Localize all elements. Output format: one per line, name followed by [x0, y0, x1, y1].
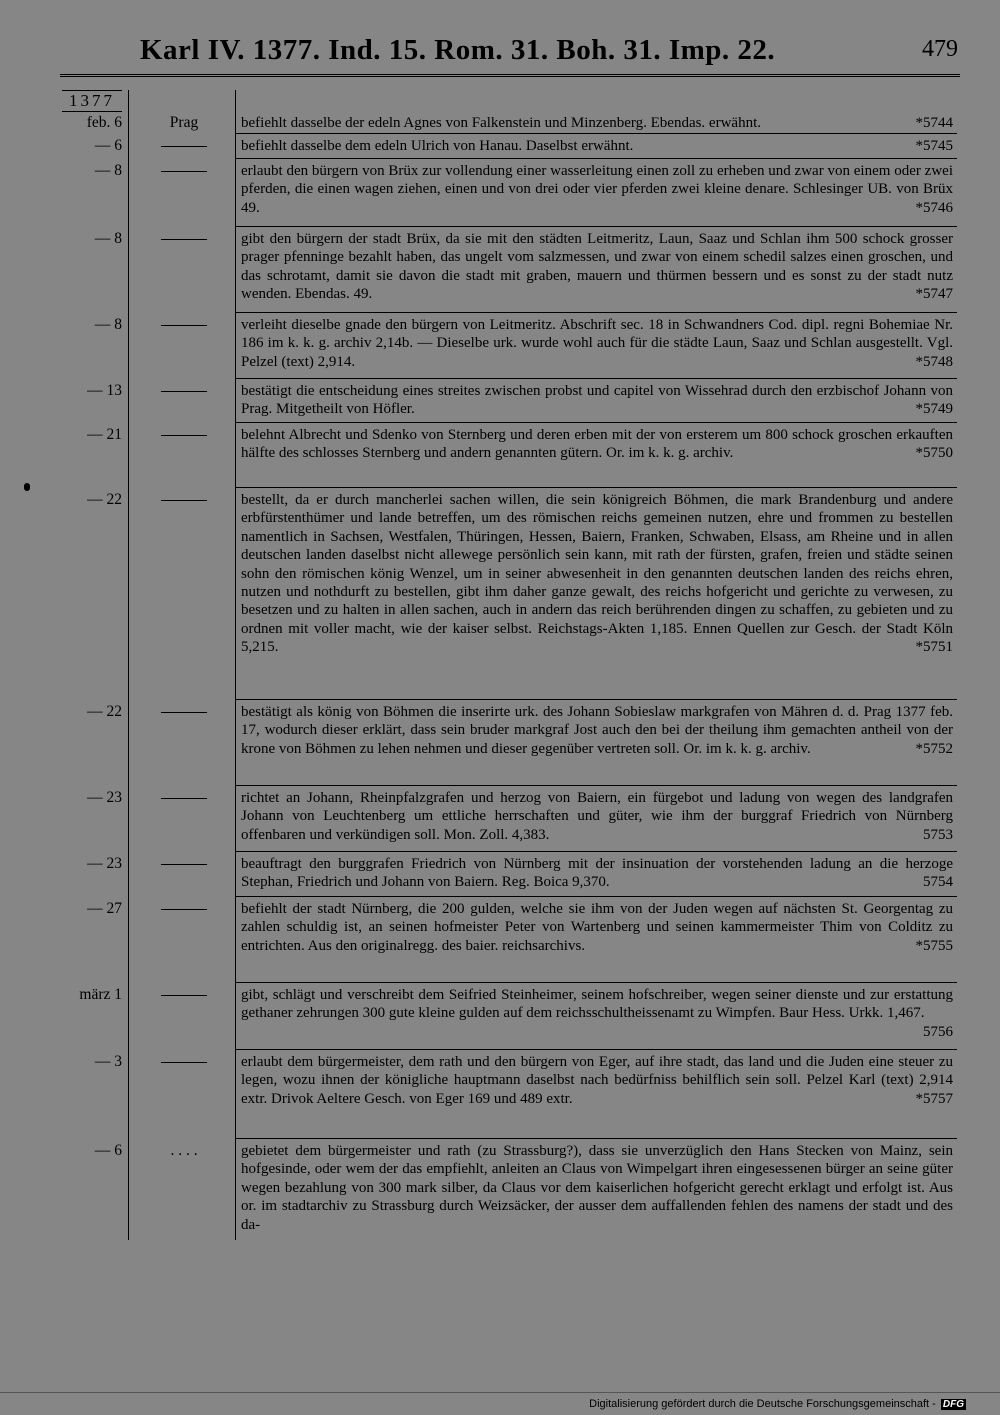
regest-number: *5749 [915, 401, 953, 418]
entry-divider [235, 422, 957, 423]
regest-number: *5745 [915, 138, 953, 154]
entry-text [241, 137, 953, 155]
entry-place [135, 789, 233, 799]
entry-date: märz 1 [79, 986, 122, 1003]
regest-number: *5751 [915, 639, 953, 656]
entry-place [135, 382, 233, 392]
entry-text [241, 316, 953, 371]
entry-body: befiehlt dasselbe der edeln Agnes von Falkenstein und Minzenberg. Ebendas. erwähnt. [241, 115, 761, 131]
entry-body: gebietet dem bürgermeister und rath (zu Strassburg?), dass sie unverzüglich den Hans Stecken von Mainz, sein hofgesinde, oder wem der das empfiehlt, anleiten an Claus von Wimpelgart ihren eingesessenen bürger an seine güter wegen bezahlung von 300 mark silber, da Claus vor dem kaiserlichen hofgericht gerecht erklagt und erfolgt ist. Aus or. im stadtarchiv zu Strassburg durch Weizsäcker, der ausser dem auffallenden fehlen des namens der stadt und des da- [241, 1143, 953, 1233]
entry-body: erlaubt dem bürgermeister, dem rath und den bürgern von Eger, auf ihre stadt, das land und die Juden eine steuer zu legen, wozu ihnen der königliche hauptmann daselbst nach bedürfniss behilflich sein soll. Pelzel Karl (text) 2,914 extr. Drivok Aeltere Gesch. von Eger 169 und 489 extr. [241, 1054, 953, 1107]
entry-divider [235, 487, 957, 488]
place-column-rule [235, 90, 236, 1240]
entry-place [135, 426, 233, 436]
entry-date: — 27 [87, 900, 122, 917]
entry-body: bestätigt als könig von Böhmen die inserirte urk. des Johann Sobieslaw markgrafen von Mähren d. d. Prag 1377 feb. 17, wodurch dieser erklärt, dass sein bruder markgraf Jost auch den bei der theilung ihm gemachten antheil von der krone von Böhmen zu lehen nehmen und dieser gegenüber vertreten soll. Or. im k. k. g. archiv. [241, 704, 953, 757]
entry-place [135, 230, 233, 240]
entry-text [241, 382, 953, 419]
regest-number: 5756 [923, 1023, 953, 1040]
entry-place [135, 703, 233, 713]
entry-divider [235, 785, 957, 786]
entry-place: . . . . [170, 1142, 198, 1159]
entry-body: erlaubt den bürgern von Brüx zur vollendung einer wasserleitung einen zoll zu erheben und zwar von einem oder zwei pferden, die einen wagen ziehen, einen und von drei oder vier pferden zwei kleine denare. Schlesinger UB. von Brüx 49. [241, 163, 953, 216]
entry-place [135, 137, 233, 147]
entry-place [135, 986, 233, 996]
funding-note: Digitalisierung gefördert durch die Deutsche Forschungsgemeinschaft - [589, 1398, 936, 1410]
entry-divider [235, 982, 957, 983]
entry-date: — 23 [87, 789, 122, 806]
entry-place: Prag [169, 114, 199, 131]
entry-body: befiehlt dasselbe dem edeln Ulrich von Hanau. Daselbst erwähnt. [241, 138, 634, 154]
entry-text [241, 426, 953, 463]
entry-place [135, 162, 233, 172]
regest-number: *5750 [915, 445, 953, 462]
regest-number: *5744 [915, 115, 953, 131]
entry-text [241, 1053, 953, 1108]
regest-number: *5748 [915, 353, 953, 370]
entry-text [241, 789, 953, 844]
entry-divider [235, 1049, 957, 1050]
entry-body: beauftragt den burggrafen Friedrich von Nürnberg mit der insinuation der vorstehenden ladung an die herzoge Stephan, Friedrich und Johann von Baiern. Reg. Boica 9,370. [241, 856, 953, 891]
regest-number: *5746 [915, 199, 953, 216]
entry-text [241, 114, 953, 132]
entry-divider [235, 851, 957, 852]
entry-date: — 21 [87, 426, 122, 443]
entry-date: — 8 [94, 316, 122, 333]
entry-divider [235, 699, 957, 700]
entry-place [135, 1053, 233, 1063]
entry-text [241, 900, 953, 955]
entry-text [241, 986, 953, 1041]
entry-text [241, 855, 953, 892]
entry-date: — 3 [94, 1053, 122, 1070]
date-column-rule [128, 90, 129, 1240]
entry-date: — 23 [87, 855, 122, 872]
dfg-logo: DFG [942, 1399, 964, 1410]
running-title: Karl IV. 1377. Ind. 15. Rom. 31. Boh. 31. Imp. 22. [140, 34, 776, 66]
entry-divider [235, 133, 957, 134]
regest-number: 5754 [923, 874, 953, 891]
footer [589, 1398, 966, 1410]
regest-number: 5753 [923, 826, 953, 843]
entry-place [135, 316, 233, 326]
entry-body: bestellt, da er durch mancherlei sachen willen, die sein königreich Böhmen, die mark Brandenburg und andere erbfürstenthümer und lande betreffen, um des römischen reichs gemeinen nutzen, ehre und frommen zu bestellen namentlich in Sachsen, Westfalen, Thüringen, Hessen, Baiern, Franken, Schwaben, Elsass, am Rheine und in allen deutschen landen daselbst nicht allewege persönlich sein kann, mit rath der fürsten, grafen, freien und städte seinen sohn den römischen könig Wenzel, um in seiner abwesenheit in den genannten deutschen landen des reichs ehren, nutzen und nothdurft zu bestellen, gibt ihm daher ganze gewalt, des reichs hofgericht und gerichte zu verwesen, zu besetzen und zu halten in allen sachen, auch in andern das reich berührenden dingen zu schaffen, zu gebieten und zu ordnen mit voller macht, wie der kaiser selbst. Reichstags-Akten 1,185. Ennen Quellen zur Gesch. der Stadt Köln 5,215. [241, 492, 953, 656]
regest-number: *5755 [915, 937, 953, 954]
page-number: 479 [922, 36, 958, 62]
entry-body: bestätigt die entscheidung eines streites zwischen probst und capitel von Wissehrad durch den erzbischof Johann von Prag. Mitgetheilt von Höfler. [241, 383, 953, 418]
entry-divider [235, 158, 957, 159]
entry-divider [235, 312, 957, 313]
entry-text [241, 230, 953, 304]
entry-date: — 6 [94, 137, 122, 154]
entry-divider [235, 1138, 957, 1139]
entry-text [241, 703, 953, 758]
entry-text [241, 491, 953, 657]
regest-number: *5747 [915, 286, 953, 303]
entry-date: — 8 [94, 162, 122, 179]
entry-date: feb. 6 [86, 114, 122, 131]
entry-date: — 8 [94, 230, 122, 247]
entry-place [135, 855, 233, 865]
entry-text [241, 162, 953, 217]
entry-body: gibt, schlägt und verschreibt dem Seifried Steinheimer, seinem hofschreiber, wegen seiner dienste und zur erstattung gethaner zehrungen 300 gute kleine gulden auf dem reichsschultheissenamt zu Wimpfen. Baur Hess. Urkk. 1,467. [241, 987, 953, 1022]
entry-divider [235, 896, 957, 897]
entry-date: — 13 [87, 382, 122, 399]
entry-date: — 22 [87, 491, 122, 508]
entry-body: richtet an Johann, Rheinpfalzgrafen und herzog von Baiern, ein fürgebot und ladung von wegen des landgrafen Johann von Leuchtenberg um ettliche herrschaften und güter, wie ihm der burggraf Friedrich von Nürnberg offenbaren und verkündigen soll. Mon. Zoll. 4,383. [241, 790, 953, 843]
entry-place [135, 900, 233, 910]
entry-body: belehnt Albrecht und Sdenko von Sternberg und deren erben mit der von ersterem um 800 schock groschen erkauften hälfte des schlosses Sternberg und andern genannten gütern. Or. im k. k. g. archiv. [241, 427, 953, 462]
entry-body: gibt den bürgern der stadt Brüx, da sie mit den städten Leitmeritz, Laun, Saaz und Schlan ihm 500 schock grosser prager pfenninge bezahlt haben, das ungelt vom salzmessen, und zwar von einem schedil salzes einen groschen, und das schrotamt, damit sie davon die stadt mit graben, mauern und thürmen bessern und es sonst zu der stadt nutz wenden. Ebendas. 49. [241, 231, 953, 303]
entry-place [135, 491, 233, 501]
entry-text [241, 1142, 953, 1234]
margin-mark [24, 483, 30, 491]
entry-date: — 22 [87, 703, 122, 720]
page-header [60, 30, 960, 77]
year-label: 1377 [62, 90, 122, 112]
entry-date: — 6 [94, 1142, 122, 1159]
regest-number: *5752 [915, 740, 953, 757]
entry-divider [235, 378, 957, 379]
entry-body: befiehlt der stadt Nürnberg, die 200 gulden, welche sie ihm von der Juden wegen auf nächsten St. Georgentag zu zahlen schuldig ist, an seinen hofmeister Peter von Wartenberg und seinen kammermeister Thim von Colditz zu entrichten. Aus den originalregg. des baier. reichsarchivs. [241, 901, 953, 954]
entry-divider [235, 226, 957, 227]
footer-rule [0, 1392, 1000, 1393]
regest-number: *5757 [915, 1090, 953, 1107]
entry-body: verleiht dieselbe gnade den bürgern von Leitmeritz. Abschrift sec. 18 in Schwandners Cod. dipl. regni Bohemiae Nr. 186 im k. k. g. archiv 2,14b. — Dieselbe urk. wurde wohl auch für die städte Laun, Saaz und Schlan ausgestellt. Vgl. Pelzel (text) 2,914. [241, 317, 953, 370]
